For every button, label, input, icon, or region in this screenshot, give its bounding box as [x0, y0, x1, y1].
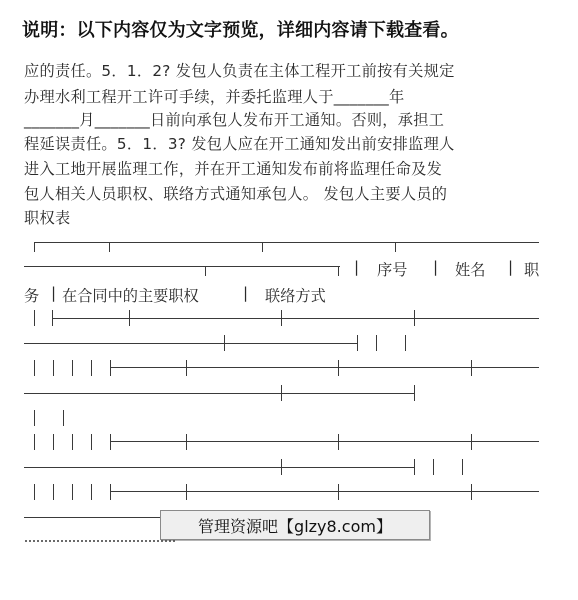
table-tick	[433, 459, 434, 475]
table-tick	[110, 484, 111, 500]
table-rule	[24, 343, 358, 344]
table-rule	[110, 367, 539, 368]
table-tick	[281, 385, 282, 401]
table-tick	[471, 434, 472, 450]
text-line: 进入工地开展监理工作，并在开工通知发布前将监理任命及发	[24, 160, 443, 178]
col-name: 姓名	[455, 261, 486, 279]
table-rule	[24, 266, 340, 267]
table-rule	[52, 318, 539, 319]
table-separator: |	[433, 258, 439, 276]
table-rule	[110, 441, 539, 442]
table-tick	[34, 434, 35, 450]
table-tick	[72, 434, 73, 450]
table-tick	[338, 434, 339, 450]
table-tick	[414, 459, 415, 475]
col-contact: 联络方式	[265, 287, 326, 305]
text-line: 程延误责任。5．1．3? 发包人应在开工通知发出前安排监理人	[24, 135, 455, 153]
table-tick	[34, 484, 35, 500]
table-tick	[462, 459, 463, 475]
table-tick	[109, 242, 110, 252]
table-tick	[471, 484, 472, 500]
text-line: 应的责任。5．1．2? 发包人负责在主体工程开工前按有关规定	[24, 62, 455, 80]
col-duty-start: 职	[524, 261, 540, 279]
table-tick	[34, 360, 35, 376]
col-role: 在合同中的主要职权	[62, 287, 199, 305]
table-separator: |	[508, 258, 514, 276]
table-tick	[53, 434, 54, 450]
table-tick	[53, 360, 54, 376]
table-tick	[110, 434, 111, 450]
table-tick	[376, 335, 377, 351]
watermark-banner: 管理资源吧【glzy8.com】	[160, 510, 430, 540]
text-line: 办理水利工程开工许可手续，并委托监理人于_______年	[24, 88, 405, 106]
table-rule	[24, 467, 415, 468]
table-tick	[129, 310, 130, 326]
col-seq: 序号	[377, 261, 408, 279]
table-rule	[24, 517, 164, 518]
table-tick	[186, 434, 187, 450]
table-separator: |	[243, 284, 249, 302]
table-rule	[110, 491, 539, 492]
table-tick	[281, 459, 282, 475]
table-tick	[224, 335, 225, 351]
table-tick	[72, 484, 73, 500]
text-line: _______月_______日前向承包人发布开工通知。否则，承担工	[24, 111, 445, 129]
table-tick	[186, 484, 187, 500]
table-tick	[91, 434, 92, 450]
table-tick	[205, 266, 206, 276]
table-tick	[414, 385, 415, 401]
table-tick	[405, 335, 406, 351]
table-tick	[53, 484, 54, 500]
table-tick	[262, 242, 263, 252]
table-tick	[72, 360, 73, 376]
table-tick	[338, 484, 339, 500]
col-duty-end: 务	[24, 287, 40, 305]
table-separator: |	[354, 258, 360, 276]
table-tick	[338, 360, 339, 376]
text-line: 包人相关人员职权、联络方式通知承包人。 发包人主要人员的	[24, 185, 448, 203]
table-tick	[91, 484, 92, 500]
table-tick	[91, 360, 92, 376]
table-tick	[34, 410, 35, 426]
table-tick	[63, 410, 64, 426]
table-tick	[110, 360, 111, 376]
table-tick	[414, 310, 415, 326]
table-tick	[281, 310, 282, 326]
table-tick	[186, 360, 187, 376]
table-tick	[357, 335, 358, 351]
table-tick	[34, 242, 35, 252]
table-separator: |	[51, 284, 57, 302]
table-tick	[338, 266, 339, 276]
table-tick	[34, 310, 35, 326]
table-rule	[24, 393, 415, 394]
table-tick	[395, 242, 396, 252]
dotted-leader	[24, 539, 176, 543]
text-line: 职权表	[24, 209, 71, 227]
table-tick	[471, 360, 472, 376]
preview-notice: 说明：以下内容仅为文字预览，详细内容请下载查看。	[22, 20, 459, 41]
